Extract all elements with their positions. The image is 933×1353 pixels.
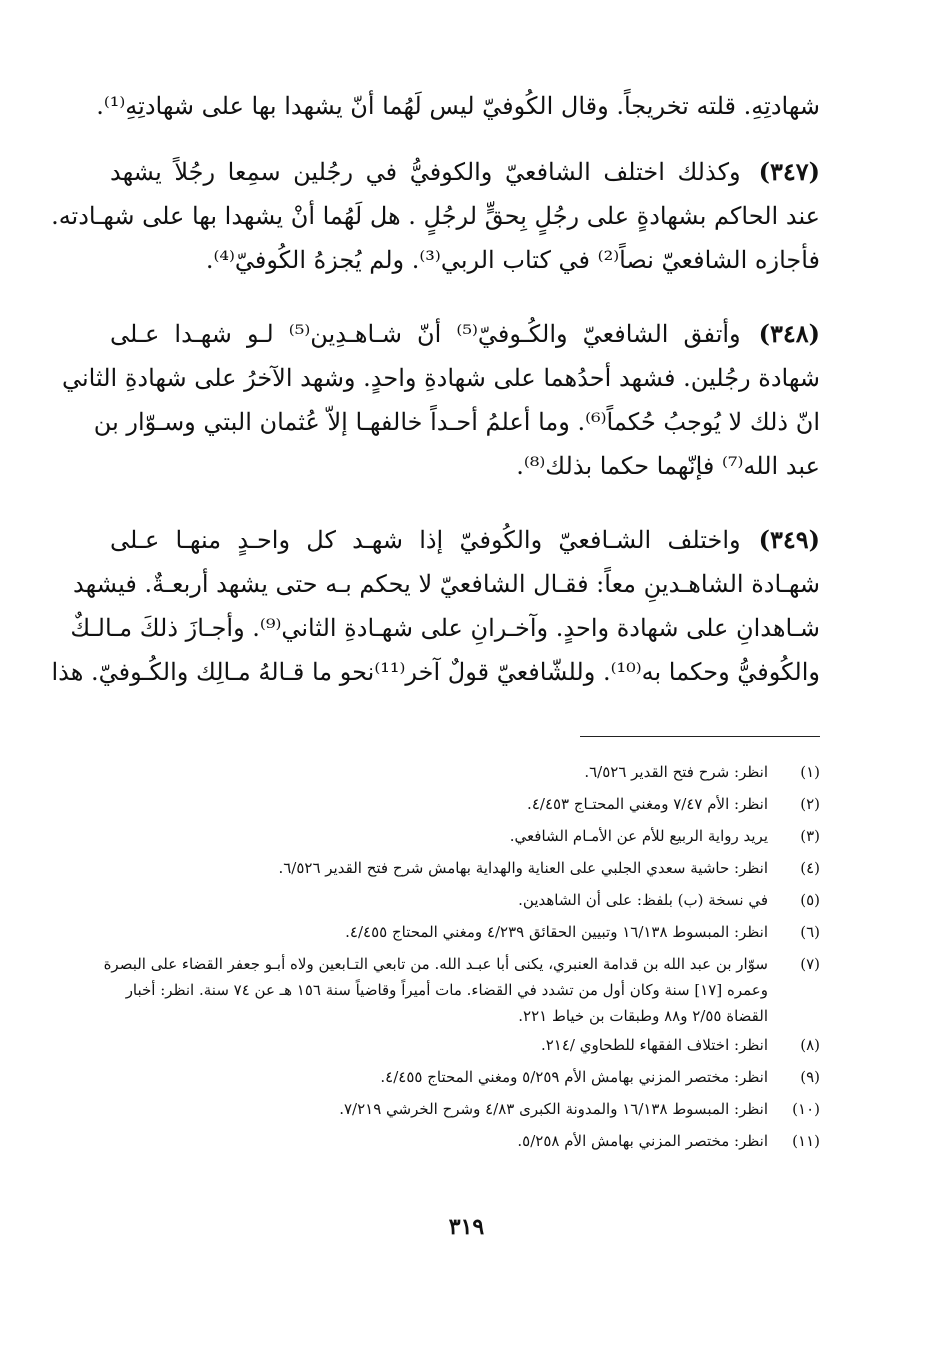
text-line: [110, 150, 820, 194]
text-line: عبد الله⁽⁷⁾ فإنّهما حكما بذلك⁽⁸⁾.: [516, 452, 820, 480]
footnote-text: يريد رواية الربيع للأم عن الأمـام الشافعي.: [509, 827, 768, 845]
footnote: [100, 756, 820, 788]
text-line: عند الحاكم بشهادةٍ على رجُلٍ بِحقٍّ لرجُلٍ . هل لَهُما أنْ يشهدا بها على شهـادته.: [51, 202, 820, 230]
text-line-content: واختلف الشـافعيّ والكُوفيّ إذا شهـد كل واحـدٍ منهـا عـلى: [110, 526, 741, 554]
footnote-text: سوّار بن عبد الله بن قدامة العنبري، يكنى أبا عبـد الله. من تابعي التـابعين ولاه أبـو جعفر القضاء على البصرة وعمره [١٧] سنة وكان أول من تشدد في القضاء. مات أميراً وقاضياً سنة ١٥٦ هـ عن ٧٤ سنة. انظر: أخبار القضاة ٢/٥٥ و٨٨ وطبقات بن خياط ٢٢١.: [103, 955, 768, 1025]
footnote-number: (٩): [800, 1068, 820, 1086]
footnotes: [100, 756, 820, 1157]
footnote: [100, 788, 820, 820]
footnote-number: (٦): [800, 923, 820, 941]
footnote-text: انظر: شرح فتح القدير ٦/٥٢٦.: [584, 763, 768, 781]
footnote: [100, 948, 820, 1029]
text-line: [110, 518, 820, 562]
footnote-text: انظر: مختصر المزني بهامش الأم ٥/٢٥٨.: [517, 1132, 768, 1150]
paragraph-347: [51, 150, 820, 282]
paragraph-continuation: [96, 84, 820, 128]
footnote-text: انظر: المبسوط ١٦/١٣٨ وتبيين الحقائق ٤/٢٣٩ ومغني المحتاج ٤/٤٥٥.: [345, 923, 768, 941]
footnote: [100, 884, 820, 916]
footnote-number: (١١): [792, 1132, 820, 1150]
footnote-text: انظر: الأم ٧/٤٧ ومغني المحتـاج ٤/٤٥٣.: [527, 795, 768, 813]
footnote: [100, 820, 820, 852]
footnote: [100, 852, 820, 884]
footnote-text: في نسخة (ب) بلفظ: على أن الشاهدين.: [518, 891, 768, 909]
footnote: [100, 1061, 820, 1093]
footnote-text: انظر: المبسوط ١٦/١٣٨ والمدونة الكبرى ٤/٨٣ وشرح الخرشي ٧/٢١٩.: [339, 1100, 768, 1118]
text-line: انّ ذلك لا يُوجبُ حُكماً⁽⁶⁾. وما أعلمُ أحـداً خالفهـا إلاّ عُثمان البتي وسـوّار بن: [93, 408, 820, 436]
text-line-content: وأتفق الشافعيّ والكُـوفيّ⁽⁵⁾ أنّ شـاهـدِين⁽⁵⁾ لـو شهـدا عـلى: [110, 320, 741, 348]
footnote-number: (٢): [800, 795, 820, 813]
text-line: شهادتِهِ. قلته تخريجاً. وقال الكُوفيّ ليس لَهُما أنّ يشهدا بها على شهادتِهِ⁽¹⁾.: [96, 92, 820, 120]
paragraph-number: (٣٤٧): [758, 157, 820, 186]
paragraph-number: (٣٤٨): [758, 319, 821, 348]
footnote: [100, 1093, 820, 1125]
footnote-text: انظر: اختلاف الفقهاء للطحاوي /٢١٤.: [540, 1036, 768, 1054]
footnote-number: (٣): [800, 827, 820, 845]
text-line: والكُوفيُّ وحكما به⁽¹⁰⁾. وللشّافعيّ قولٌ آخر⁽¹¹⁾نحو ما قـالهُ مـالِك والكُـوفيّ. هذا: [51, 658, 820, 686]
footnote-text: انظر: حاشية سعدي الجلبي على العناية والهداية بهامش شرح فتح القدير ٦/٥٢٦.: [278, 859, 768, 877]
text-line-content: وكذلك اختلف الشافعيّ والكوفيُّ في رجُلين سمِعا رجُلاً يشهد: [110, 158, 741, 186]
footnote-number: (٧): [800, 955, 820, 973]
text-line: [110, 312, 820, 356]
text-line: شهـادة الشاهـدينِ معاً: فقـال الشافعيّ لا يحكم بـه حتى يشهد أربعـةٌ. فيشهد: [73, 570, 820, 598]
paragraph-number: (٣٤٩): [758, 525, 820, 554]
footnote-number: (٨): [800, 1036, 820, 1054]
text-line: فأجازه الشافعيّ نصاً⁽²⁾ في كتاب الربي⁽³⁾. ولم يُجزهُ الكُوفيّ⁽⁴⁾.: [205, 246, 820, 274]
footnote-number: (٤): [800, 859, 820, 877]
page-number: ٣١٩: [448, 1214, 485, 1240]
footnote-separator: [580, 736, 820, 737]
footnote-number: (٥): [800, 891, 820, 909]
paragraph-348: [61, 312, 821, 488]
footnote-text: انظر: مختصر المزني بهامش الأم ٥/٢٥٩ ومغني المحتاج ٤/٤٥٥.: [380, 1068, 768, 1086]
footnote-number: (١٠): [792, 1100, 820, 1118]
text-line: شـاهدانِ على شهادة واحدٍ. وآخـرانِ على شهـادةِ الثاني⁽⁹⁾. وأجـازَ ذلكَ مـالـكٌ: [70, 614, 820, 642]
footnote: [100, 1125, 820, 1157]
footnote-number: (١): [800, 763, 820, 781]
text-line: شهادة رجُلين. فشهد أحدُهما على شهادةِ واحدٍ. وشهد الآخرُ على شهادةِ الثاني: [61, 364, 820, 392]
footnote: [100, 916, 820, 948]
paragraph-349: [51, 518, 820, 694]
footnote: [100, 1029, 820, 1061]
